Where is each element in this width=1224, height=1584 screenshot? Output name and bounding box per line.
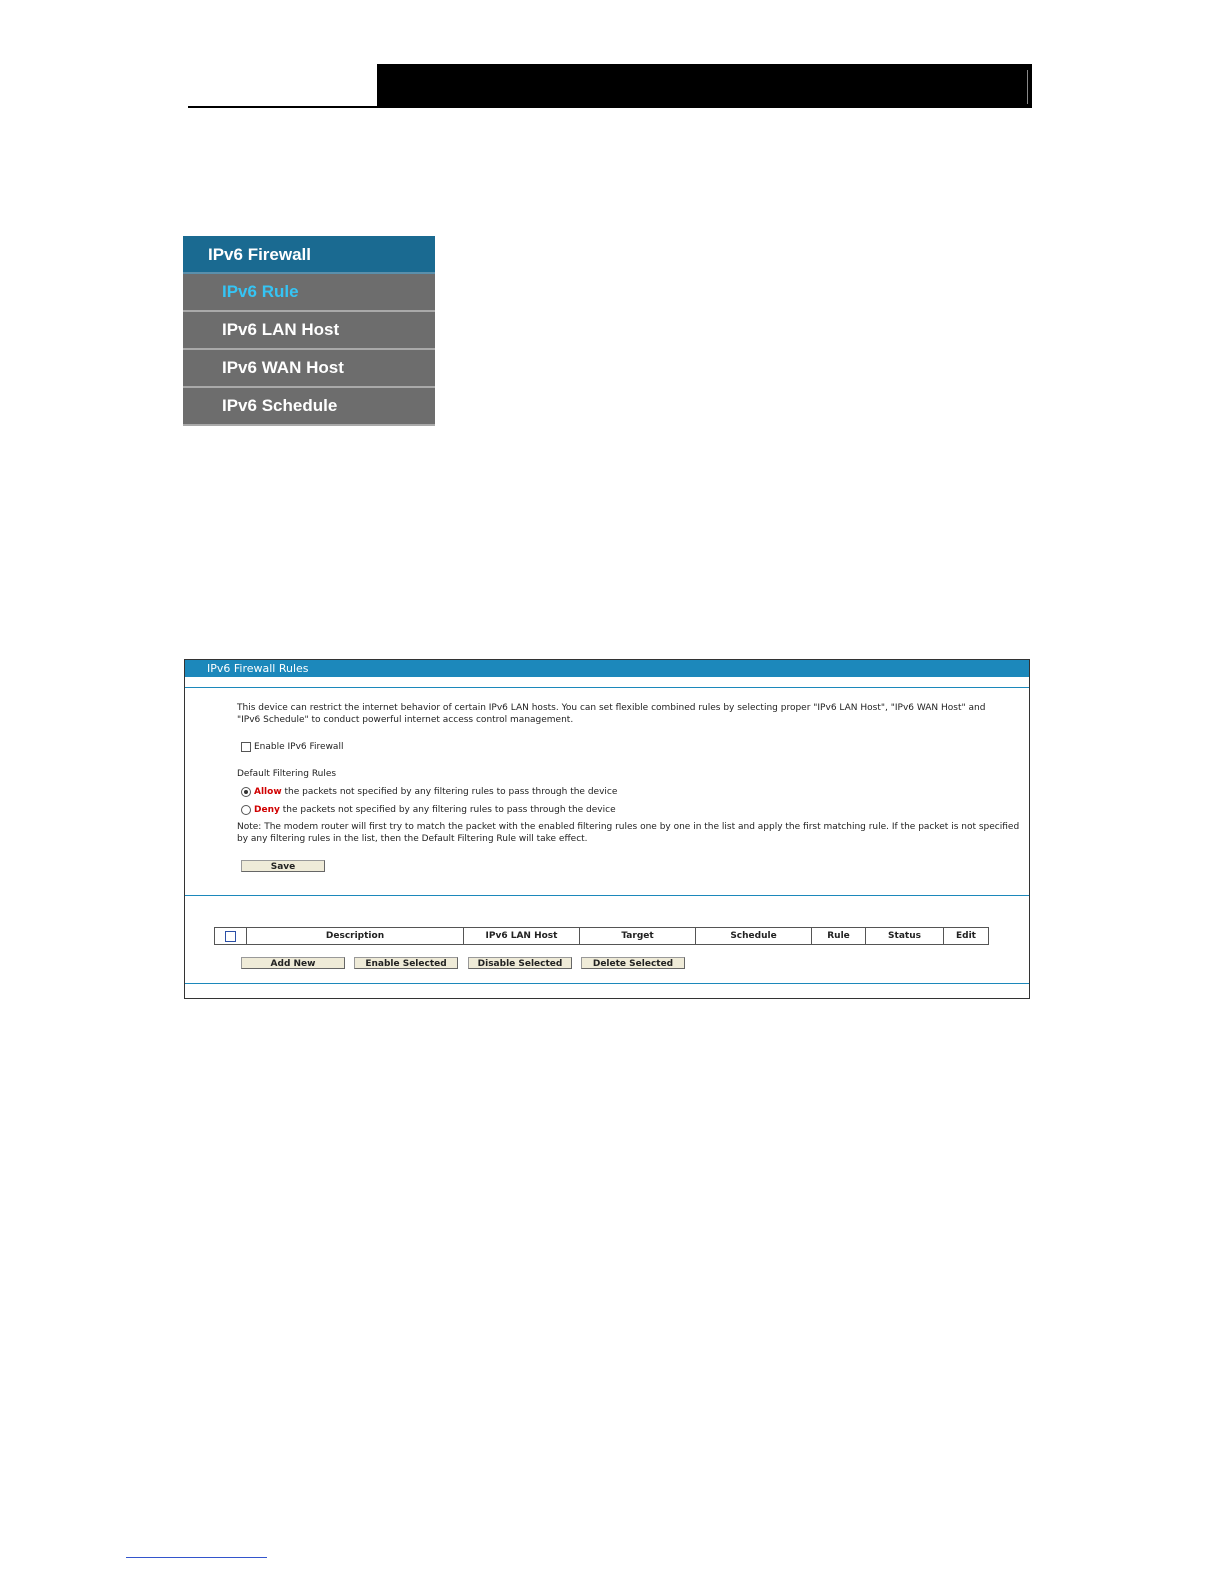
menu-item-ipv6-wan-host[interactable]: IPv6 WAN Host: [183, 350, 435, 388]
column-description: Description: [247, 928, 464, 944]
enable-firewall-label: Enable IPv6 Firewall: [254, 742, 344, 752]
description-line-1: This device can restrict the internet behavior of certain IPv6 LAN hosts. You can set flexible combined rules by selecting proper "IPv6 LAN Host", "IPv6 WAN Host" and: [237, 703, 986, 713]
select-all-checkbox[interactable]: [225, 931, 236, 942]
deny-option: [254, 804, 616, 816]
ipv6-firewall-rules-panel: [184, 659, 1030, 999]
column-schedule: Schedule: [696, 928, 812, 944]
enable-firewall-checkbox[interactable]: [241, 742, 251, 752]
add-new-button[interactable]: Add New: [241, 957, 345, 969]
deny-radio[interactable]: [241, 805, 251, 815]
allow-option: [254, 786, 617, 798]
panel-divider-top: [185, 687, 1029, 688]
column-status: Status: [866, 928, 944, 944]
enable-selected-button[interactable]: Enable Selected: [354, 957, 458, 969]
delete-selected-button[interactable]: Delete Selected: [581, 957, 685, 969]
deny-keyword: Deny: [254, 805, 280, 815]
header-bar: [377, 64, 1032, 108]
allow-keyword: Allow: [254, 787, 282, 797]
description-line-2: "IPv6 Schedule" to conduct powerful internet access control management.: [237, 715, 574, 725]
panel-title: IPv6 Firewall Rules: [185, 660, 1029, 677]
ipv6-firewall-menu: [183, 236, 435, 426]
default-filtering-rules-label: Default Filtering Rules: [237, 769, 337, 779]
panel-divider-bottom: [185, 983, 1029, 984]
deny-text: the packets not specified by any filtering rules to pass through the device: [282, 805, 616, 815]
column-edit: Edit: [956, 931, 976, 941]
panel-divider-middle: [185, 895, 1029, 896]
header-bar-tick: [1027, 70, 1028, 104]
column-rule: Rule: [812, 928, 866, 944]
menu-item-ipv6-rule[interactable]: IPv6 Rule: [183, 274, 435, 312]
rules-table-header: [214, 927, 989, 945]
header-rule: [188, 106, 378, 108]
allow-text: the packets not specified by any filtering rules to pass through the device: [284, 787, 618, 797]
disable-selected-button[interactable]: Disable Selected: [468, 957, 572, 969]
note-line-1: Note: The modem router will first try to match the packet with the enabled filtering rules one by one in the list and apply the first matching rule. If the packet is not specified: [237, 822, 1020, 832]
select-all-cell: [215, 928, 247, 944]
column-ipv6-lan-host: IPv6 LAN Host: [464, 928, 580, 944]
column-target: Target: [580, 928, 696, 944]
menu-header[interactable]: IPv6 Firewall: [183, 236, 435, 274]
note-line-2: by any filtering rules in the list, then the Default Filtering Rule will take effect.: [237, 834, 588, 844]
save-button[interactable]: Save: [241, 860, 325, 872]
footer-link-underline: [126, 1557, 267, 1558]
menu-item-ipv6-lan-host[interactable]: IPv6 LAN Host: [183, 312, 435, 350]
allow-radio[interactable]: [241, 787, 251, 797]
menu-item-ipv6-schedule[interactable]: IPv6 Schedule: [183, 388, 435, 426]
